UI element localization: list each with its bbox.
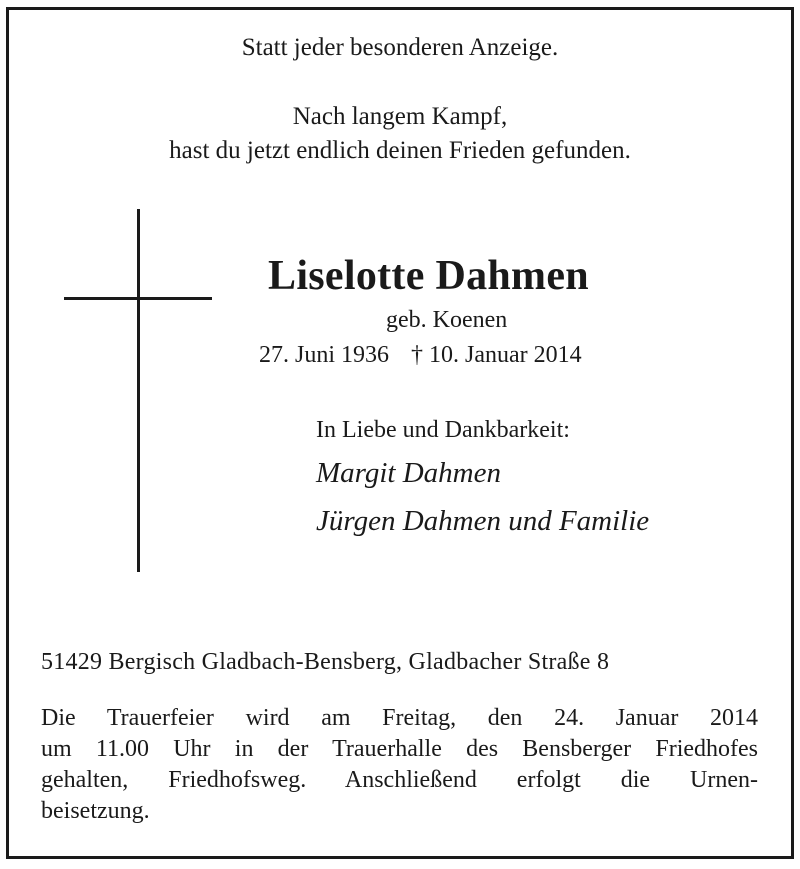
cross-vertical-bar xyxy=(137,209,140,572)
mourners-intro: In Liebe und Dankbarkeit: xyxy=(316,417,570,443)
service-notice xyxy=(41,703,758,827)
service-notice-line: um 11.00 Uhr in der Trauerhalle des Bensberger Friedhofes xyxy=(41,736,758,762)
quote-line-1: Nach langem Kampf, xyxy=(292,103,508,130)
intro-line: Statt jeder besonderen Anzeige. xyxy=(241,34,559,61)
address-line: 51429 Bergisch Gladbach-Bensberg, Gladbacher Straße 8 xyxy=(41,649,610,675)
maiden-name: geb. Koenen xyxy=(386,307,508,333)
birth-date: 27. Juni 1936 xyxy=(259,342,390,368)
service-notice-line: beisetzung. xyxy=(41,798,150,824)
life-dates xyxy=(259,342,582,369)
dagger-icon: † xyxy=(411,342,424,368)
service-notice-line: Die Trauerfeier wird am Freitag, den 24. Januar 2014 xyxy=(41,705,758,731)
cross-horizontal-bar xyxy=(64,297,212,300)
deceased-name: Liselotte Dahmen xyxy=(268,253,589,299)
death-date: 10. Januar 2014 xyxy=(429,342,582,368)
service-notice-line: gehalten, Friedhofsweg. Anschließend erfolgt die Urnen- xyxy=(41,767,758,793)
mourner-name: Margit Dahmen xyxy=(316,457,501,489)
quote-line-2: hast du jetzt endlich deinen Frieden gefunden. xyxy=(169,137,631,164)
mourner-name: Jürgen Dahmen und Familie xyxy=(316,505,650,537)
